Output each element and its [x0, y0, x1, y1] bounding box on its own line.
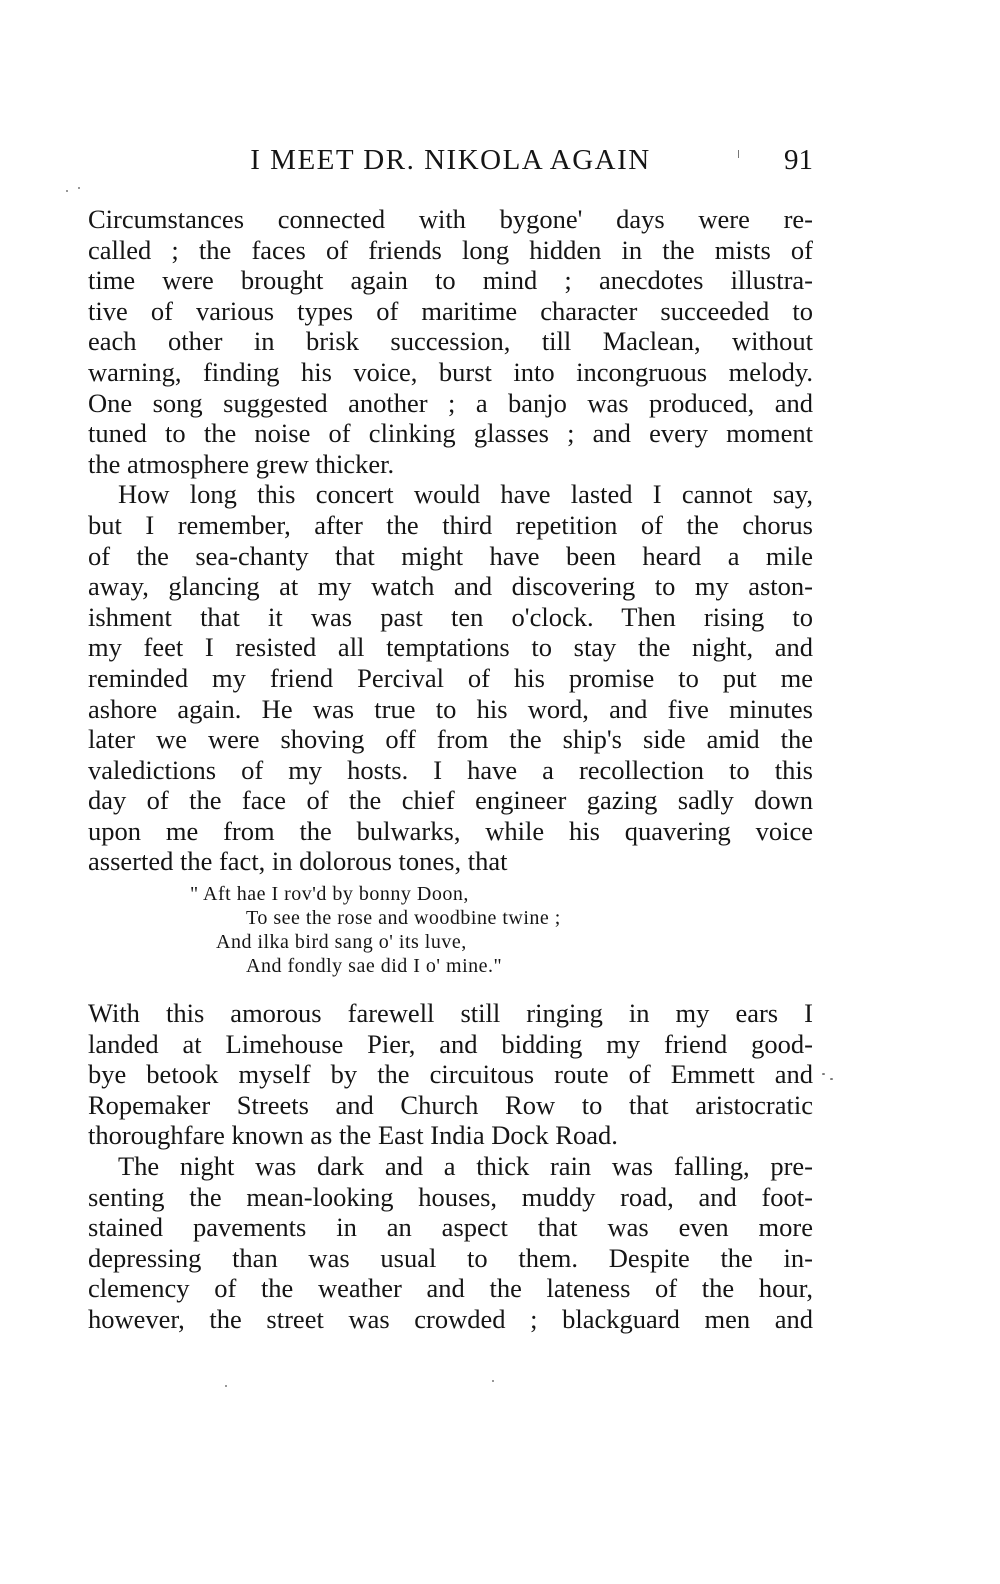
body-text-upper — [88, 204, 813, 877]
text-line: of the sea-chanty that might have been heard a mile — [88, 540, 813, 571]
text-line: clemency of the weather and the lateness of the hour, — [88, 1273, 813, 1304]
text-line: but I remember, after the third repetition of the chorus — [88, 509, 813, 540]
text-line: Ropemaker Streets and Church Row to that aristocratic — [88, 1089, 813, 1120]
text-line: asserted the fact, in dolorous tones, that — [88, 846, 508, 877]
text-line: valedictions of my hosts. I have a recollection to this — [88, 754, 813, 785]
text-line: away, glancing at my watch and discovering to my aston- — [88, 571, 813, 602]
verse-quotation — [190, 882, 750, 978]
print-speck — [66, 190, 68, 192]
verse-line: " Aft hae I rov'd by bonny Doon, — [190, 883, 469, 905]
text-line: called ; the faces of friends long hidden in the mists of — [88, 234, 813, 265]
text-line: day of the face of the chief engineer gazing sadly down — [88, 785, 813, 816]
print-speck — [830, 1078, 833, 1080]
text-line: each other in brisk succession, till Maclean, without — [88, 326, 813, 357]
text-line: One song suggested another ; a banjo was produced, and — [88, 387, 813, 418]
text-line: The night was dark and a thick rain was falling, pre- — [118, 1150, 813, 1181]
text-line: ishment that it was past ten o'clock. Then rising to — [88, 601, 813, 632]
print-speck — [738, 150, 739, 158]
text-line: Circumstances connected with bygone' days were re- — [88, 204, 813, 234]
verse-line: And ilka bird sang o' its luve, — [216, 931, 467, 953]
text-line: time were brought again to mind ; anecdotes illustra- — [88, 265, 813, 296]
verse-line: And fondly sae did I o' mine." — [246, 955, 503, 977]
text-line: tive of various types of maritime character succeeded to — [88, 295, 813, 326]
text-line: thoroughfare known as the East India Dock Road. — [88, 1120, 618, 1151]
text-line: upon me from the bulwarks, while his quavering voice — [88, 815, 813, 846]
print-speck — [78, 187, 80, 189]
text-line: landed at Limehouse Pier, and bidding my friend good- — [88, 1028, 813, 1059]
print-speck — [492, 1380, 494, 1382]
text-line: depressing than was usual to them. Despite the in- — [88, 1242, 813, 1273]
text-line: How long this concert would have lasted I cannot say, — [118, 479, 813, 510]
text-line: tuned to the noise of clinking glasses ; and every moment — [88, 418, 813, 449]
print-speck — [822, 1073, 825, 1075]
verse-line: To see the rose and woodbine twine ; — [246, 907, 561, 929]
text-line: bye betook myself by the circuitous route of Emmett and — [88, 1059, 813, 1090]
text-line: my feet I resisted all temptations to stay the night, and — [88, 632, 813, 663]
page-header — [88, 140, 813, 180]
text-line: With this amorous farewell still ringing in my ears I — [88, 998, 813, 1028]
text-line: later we were shoving off from the ship's side amid the — [88, 724, 813, 755]
running-head: I MEET DR. NIKOLA AGAIN — [250, 144, 651, 176]
text-line: however, the street was crowded ; blackguard men and — [88, 1303, 813, 1334]
print-speck — [225, 1385, 227, 1387]
text-line: ashore again. He was true to his word, and five minutes — [88, 693, 813, 724]
text-line: warning, finding his voice, burst into incongruous melody. — [88, 356, 813, 387]
body-text-lower — [88, 998, 813, 1335]
page-number: 91 — [784, 144, 813, 176]
text-line: senting the mean-looking houses, muddy road, and foot- — [88, 1181, 813, 1212]
text-line: reminded my friend Percival of his promise to put me — [88, 662, 813, 693]
text-line: stained pavements in an aspect that was even more — [88, 1212, 813, 1243]
text-line: the atmosphere grew thicker. — [88, 448, 395, 479]
